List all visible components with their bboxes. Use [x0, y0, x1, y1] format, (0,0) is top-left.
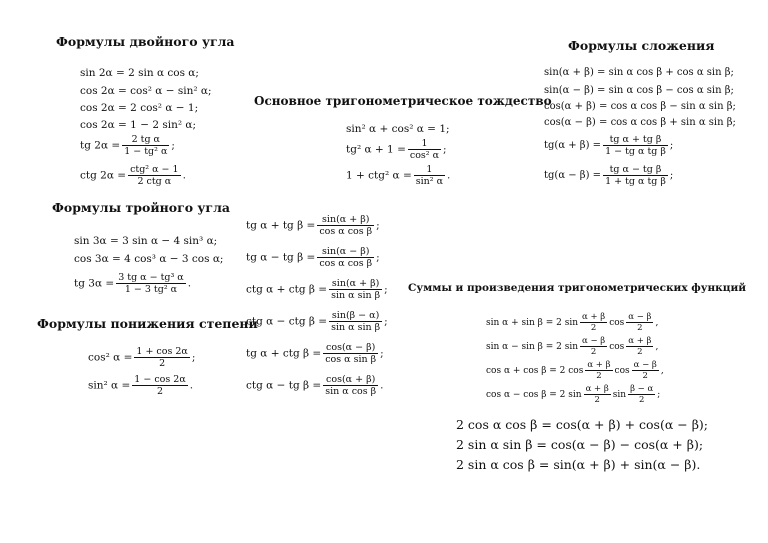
fraction: [128, 164, 181, 187]
numerator: α + β: [587, 360, 611, 370]
denominator: 2: [638, 395, 645, 405]
power-reduction-title: Формулы понижения степени: [37, 316, 258, 331]
denominator: cos² α: [409, 150, 440, 161]
numerator: α − β: [628, 312, 652, 322]
formula-left: tg α − tg β =: [246, 251, 316, 264]
fraction: [317, 246, 374, 269]
numerator: 1: [414, 164, 445, 176]
formula-tail: ;: [443, 143, 447, 156]
denominator: 2: [594, 395, 600, 405]
fraction: [632, 360, 659, 381]
numerator: 3 tg α − tg³ α: [118, 272, 184, 283]
fraction: [134, 346, 189, 369]
denominator: cos α cos β: [319, 258, 373, 269]
formula-left: tg α + ctg β =: [246, 347, 322, 360]
product-cos-cos-formula: 2 cos α cos β = cos(α + β) + cos(α − β);: [456, 417, 709, 432]
double-angle-sin-formula: sin 2α = 2 sin α cos α;: [80, 67, 199, 79]
addition-title: Формулы сложения: [568, 38, 715, 53]
formula-tail: ;: [171, 139, 175, 152]
formula-left: ctg α − tg β =: [246, 379, 322, 392]
formula-left: cos² α =: [88, 351, 133, 364]
numerator: α − β: [633, 360, 657, 370]
formula-tail: ;: [669, 140, 674, 151]
addition-sin-minus-formula: sin(α − β) = sin α cos β − cos α sin β;: [544, 85, 734, 96]
sum-sin-plus-formula: [486, 312, 658, 333]
fraction: [122, 134, 169, 157]
product-sin-cos-formula: 2 sin α cos β = sin(α + β) + sin(α − β).: [456, 457, 701, 472]
denominator: 2: [157, 386, 164, 397]
formula-left: sin α − sin β = 2 sin: [486, 342, 578, 352]
double-angle-title: Формулы двойного угла: [56, 34, 235, 49]
denominator: sin α sin β: [331, 322, 381, 333]
sum-sin-minus-formula: [486, 336, 658, 357]
fraction: [329, 310, 382, 333]
formula-tail: ;: [376, 219, 380, 232]
formula-tail: ,: [655, 342, 659, 352]
power-reduction-sin-formula: [88, 374, 193, 397]
formula-tail: ,: [655, 318, 659, 328]
identity-ctg-formula: [346, 164, 450, 187]
denominator: cos α cos β: [319, 226, 373, 237]
fraction: [132, 374, 187, 397]
numerator: sin(α − β): [317, 246, 374, 258]
denominator: cos α sin β: [325, 354, 377, 365]
fraction: [408, 138, 441, 161]
triple-angle-cos-formula: cos 3α = 4 cos³ α − 3 cos α;: [74, 253, 224, 265]
numerator: α + β: [582, 312, 606, 322]
formula-tail: .: [182, 169, 186, 182]
numerator: sin(β − α): [329, 310, 382, 322]
denominator: sin α cos β: [325, 386, 377, 397]
numerator: sin(α + β): [329, 278, 382, 290]
formula-left: tg α + tg β =: [246, 219, 316, 232]
formula-tail: ;: [380, 347, 384, 360]
numerator: tg α − tg β: [603, 164, 668, 176]
numerator: α + β: [628, 336, 652, 346]
formula-left: tg(α + β) =: [544, 140, 602, 151]
addition-tg-plus-formula: [544, 134, 673, 157]
denominator: 1 − tg² α: [124, 146, 168, 157]
fraction: [414, 164, 445, 187]
formula-mid: cos: [609, 342, 625, 352]
ctg-sum-formula: [246, 278, 388, 301]
double-angle-cos-formula-2: cos 2α = 2 cos² α − 1;: [80, 102, 199, 114]
fraction: [329, 278, 382, 301]
ctg-minus-tg-formula: [246, 374, 383, 397]
formula-mid: cos: [614, 366, 630, 376]
formula-left: ctg 2α =: [80, 169, 127, 182]
formula-tail: .: [187, 277, 192, 290]
numerator: tg α + tg β: [603, 134, 668, 146]
fraction: [626, 312, 653, 333]
fraction: [580, 336, 607, 357]
product-sin-sin-formula: 2 sin α sin β = cos(α − β) − cos(α + β);: [456, 437, 704, 452]
formula-left: cos α − cos β = 2 sin: [486, 390, 582, 400]
formula-left: tg(α − β) =: [544, 170, 602, 181]
denominator: 1 + tg α tg β: [605, 176, 666, 187]
denominator: 1 − 3 tg² α: [124, 284, 178, 295]
fraction: [603, 134, 668, 157]
denominator: sin² α: [415, 176, 444, 187]
fraction: [317, 214, 374, 237]
sum-cos-minus-formula: [486, 384, 660, 405]
fraction: [116, 272, 186, 295]
ctg-difference-formula: [246, 310, 388, 333]
numerator: β − α: [630, 384, 654, 394]
denominator: 2: [590, 347, 597, 357]
fraction: [628, 384, 655, 405]
formula-tail: .: [380, 379, 384, 392]
denominator: 2: [637, 347, 643, 357]
double-angle-tg-formula: [80, 134, 175, 157]
formula-tail: ;: [376, 251, 380, 264]
denominator: 2: [637, 323, 643, 333]
denominator: 2: [159, 358, 166, 369]
power-reduction-cos-formula: [88, 346, 195, 369]
fraction: [626, 336, 653, 357]
tg-plus-ctg-formula: [246, 342, 384, 365]
formula-tail: .: [447, 169, 451, 182]
formula-left: tg 2α =: [80, 139, 121, 152]
denominator: sin α sin β: [331, 290, 381, 301]
numerator: ctg² α − 1: [130, 164, 179, 175]
numerator: 1 − cos 2α: [134, 374, 186, 385]
formula-mid: sin: [612, 390, 627, 400]
fraction: [584, 384, 611, 405]
tg-difference-formula: [246, 246, 380, 269]
identity-basic-formula: sin² α + cos² α = 1;: [346, 123, 450, 135]
numerator: 2 tg α: [122, 134, 169, 146]
triple-angle-title: Формулы тройного угла: [52, 200, 230, 215]
numerator: 1: [408, 138, 441, 150]
formula-tail: ;: [657, 390, 661, 400]
formula-left: ctg α − ctg β =: [246, 315, 328, 328]
denominator: 2: [590, 323, 597, 333]
denominator: 2: [596, 371, 602, 381]
formula-left: tg 3α =: [74, 277, 115, 290]
formula-left: ctg α + ctg β =: [246, 283, 328, 296]
tg-sum-formula: [246, 214, 380, 237]
formula-tail: ;: [384, 315, 388, 328]
fraction: [323, 374, 378, 397]
numerator: cos(α − β): [323, 342, 378, 354]
numerator: sin(α + β): [317, 214, 374, 226]
formula-tail: .: [189, 379, 194, 392]
double-angle-ctg-formula: [80, 164, 186, 187]
formula-left: cos α + cos β = 2 cos: [486, 366, 584, 376]
identity-title: Основное тригонометрическое тождество: [254, 94, 552, 108]
triple-angle-tg-formula: [74, 272, 191, 295]
formula-tail: ;: [384, 283, 388, 296]
double-angle-cos-formula-1: cos 2α = cos² α − sin² α;: [80, 85, 212, 97]
sum-cos-plus-formula: [486, 360, 664, 381]
formula-tail: ;: [669, 170, 674, 181]
identity-tg-formula: [346, 138, 447, 161]
numerator: α + β: [585, 384, 609, 394]
formula-left: tg² α + 1 =: [346, 143, 406, 156]
triple-angle-sin-formula: sin 3α = 3 sin α − 4 sin³ α;: [74, 235, 218, 247]
double-angle-cos-formula-3: cos 2α = 1 − 2 sin² α;: [80, 119, 197, 131]
sums-products-title: Суммы и произведения тригонометрических функций: [408, 282, 747, 294]
numerator: cos(α + β): [323, 374, 378, 386]
fraction: [323, 342, 378, 365]
addition-cos-minus-formula: cos(α − β) = cos α cos β + sin α sin β;: [544, 117, 736, 128]
fraction: [585, 360, 612, 381]
formula-left: sin α + sin β = 2 sin: [486, 318, 578, 328]
denominator: 1 − tg α tg β: [605, 146, 666, 157]
formula-left: sin² α =: [88, 379, 131, 392]
fraction: [580, 312, 607, 333]
numerator: 1 + cos 2α: [136, 346, 188, 357]
fraction: [603, 164, 668, 187]
denominator: 2 ctg α: [137, 176, 172, 187]
formula-mid: cos: [609, 318, 625, 328]
addition-cos-plus-formula: cos(α + β) = cos α cos β − sin α sin β;: [544, 101, 736, 112]
formula-tail: ;: [191, 351, 196, 364]
formula-tail: ,: [660, 366, 664, 376]
numerator: α − β: [582, 336, 606, 346]
addition-tg-minus-formula: [544, 164, 673, 187]
formula-left: 1 + ctg² α =: [346, 169, 412, 182]
addition-sin-plus-formula: sin(α + β) = sin α cos β + cos α sin β;: [544, 67, 734, 78]
denominator: 2: [642, 371, 648, 381]
